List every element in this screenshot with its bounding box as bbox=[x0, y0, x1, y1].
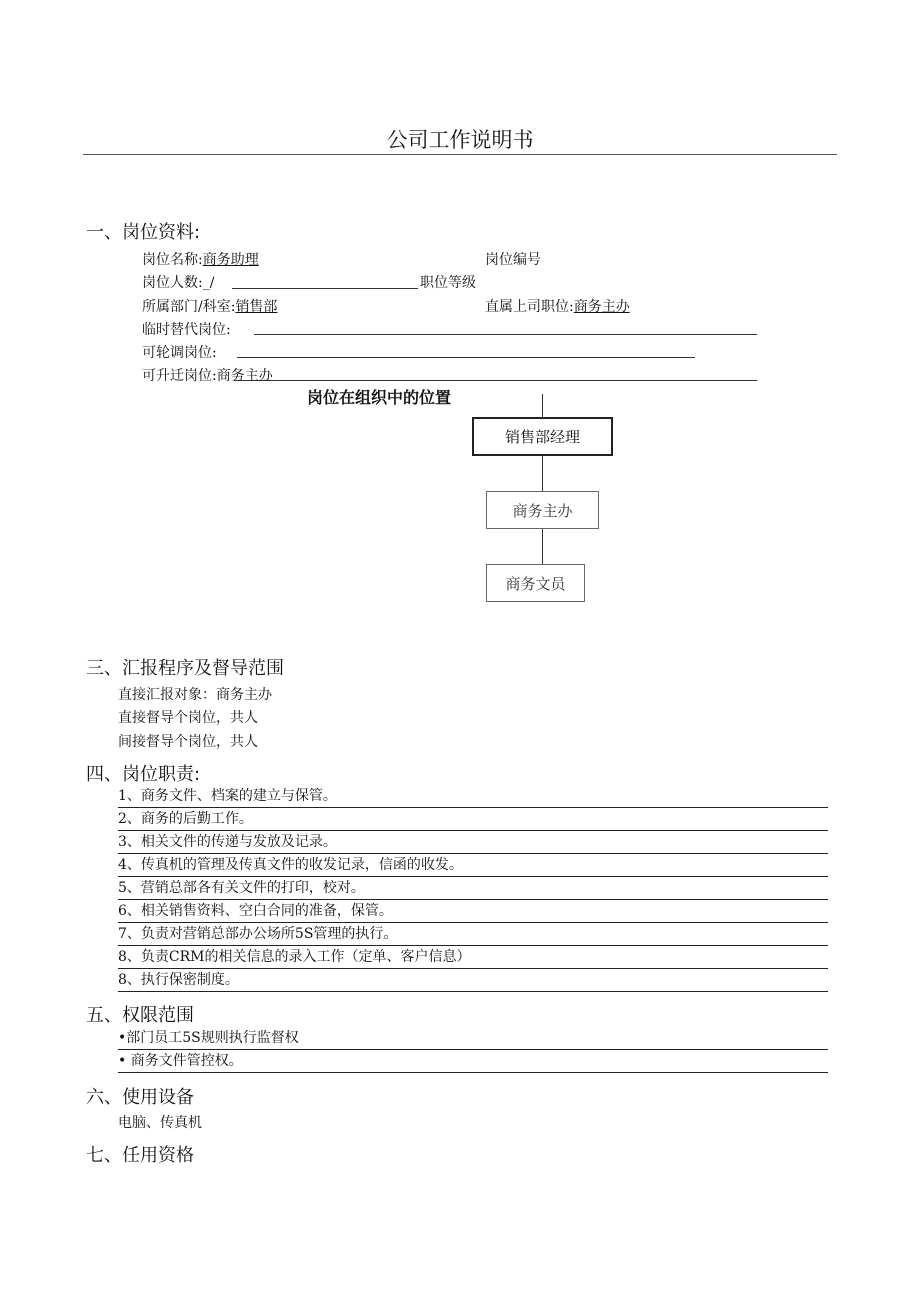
section-heading-reporting: 三、汇报程序及督导范围 bbox=[86, 658, 284, 679]
section-heading-qualifications: 七、任用资格 bbox=[86, 1145, 194, 1166]
job-count-value: _/ bbox=[202, 275, 215, 291]
duty-item: 3、相关文件的传递与发放及记录。 bbox=[118, 832, 828, 854]
promotion-value: 商务主办 bbox=[216, 368, 273, 384]
job-name-label: 岗位名称: bbox=[142, 252, 203, 268]
job-count-line bbox=[232, 288, 418, 289]
duty-item: 1、商务文件、档案的建立与保管。 bbox=[118, 786, 828, 808]
duty-item: 5、营销总部各有关文件的打印，校对。 bbox=[118, 878, 828, 900]
authority-item: • 商务文件管控权。 bbox=[118, 1051, 828, 1073]
duty-item: 8、执行保密制度。 bbox=[118, 970, 828, 992]
job-code-label: 岗位编号 bbox=[485, 252, 541, 268]
equipment-text: 电脑、传真机 bbox=[118, 1115, 202, 1131]
promotion-line bbox=[234, 380, 757, 381]
job-grade-label: 职位等级 bbox=[420, 275, 476, 291]
duty-item: 2、商务的后勤工作。 bbox=[118, 809, 828, 831]
job-name-row bbox=[142, 249, 259, 269]
supervisor-label: 直属上司职位: bbox=[485, 299, 574, 315]
department-row bbox=[142, 296, 277, 316]
org-node-label: 销售部经理 bbox=[504, 428, 580, 446]
org-node-label: 商务主办 bbox=[512, 501, 573, 520]
authority-item: •部门员工5S规则执行监督权 bbox=[118, 1028, 828, 1050]
rotation-line bbox=[237, 357, 695, 358]
duty-item: 4、传真机的管理及传真文件的收发记录，信函的收发。 bbox=[118, 855, 828, 877]
promotion-row bbox=[142, 365, 273, 385]
report-line: 直接督导个岗位，共人 bbox=[118, 710, 258, 726]
substitute-line bbox=[254, 334, 757, 335]
duty-item: 6、相关销售资料、空白合同的准备，保管。 bbox=[118, 901, 828, 923]
supervisor-row bbox=[485, 296, 630, 316]
job-count-label: 岗位人数: bbox=[142, 275, 203, 291]
department-label: 所属部门/科室: bbox=[142, 299, 236, 315]
department-value: 销售部 bbox=[235, 299, 278, 315]
supervisor-value: 商务主办 bbox=[573, 299, 630, 315]
org-node-business-lead bbox=[486, 491, 599, 529]
org-node-sales-manager bbox=[472, 417, 613, 456]
page-title: 公司工作说明书 bbox=[386, 128, 534, 152]
org-connector-top bbox=[542, 394, 543, 418]
report-line: 间接督导个岗位，共人 bbox=[118, 734, 258, 750]
section-heading-authority: 五、权限范围 bbox=[86, 1005, 194, 1026]
section-heading-duties: 四、岗位职责: bbox=[86, 764, 201, 785]
org-connector-2 bbox=[542, 529, 543, 564]
rotation-label: 可轮调岗位: bbox=[142, 345, 217, 361]
section-heading-equipment: 六、使用设备 bbox=[86, 1087, 194, 1108]
job-count-row bbox=[142, 272, 214, 292]
org-node-business-clerk bbox=[486, 564, 585, 602]
promotion-label: 可升迁岗位: bbox=[142, 368, 217, 384]
substitute-label: 临时替代岗位: bbox=[142, 322, 231, 338]
duty-item: 7、负责对营销总部办公场所5S管理的执行。 bbox=[118, 924, 828, 946]
section-heading-job-info: 一、岗位资料: bbox=[86, 222, 201, 243]
report-line: 直接汇报对象：商务主办 bbox=[118, 687, 272, 703]
title-divider bbox=[83, 154, 837, 155]
org-node-label: 商务文员 bbox=[505, 574, 566, 593]
org-connector-1 bbox=[542, 456, 543, 491]
duty-item: 8、负责CRM的相关信息的录入工作（定单、客户信息） bbox=[118, 947, 828, 969]
org-chart-title: 岗位在组织中的位置 bbox=[307, 388, 452, 407]
job-name-value: 商务助理 bbox=[202, 252, 259, 268]
